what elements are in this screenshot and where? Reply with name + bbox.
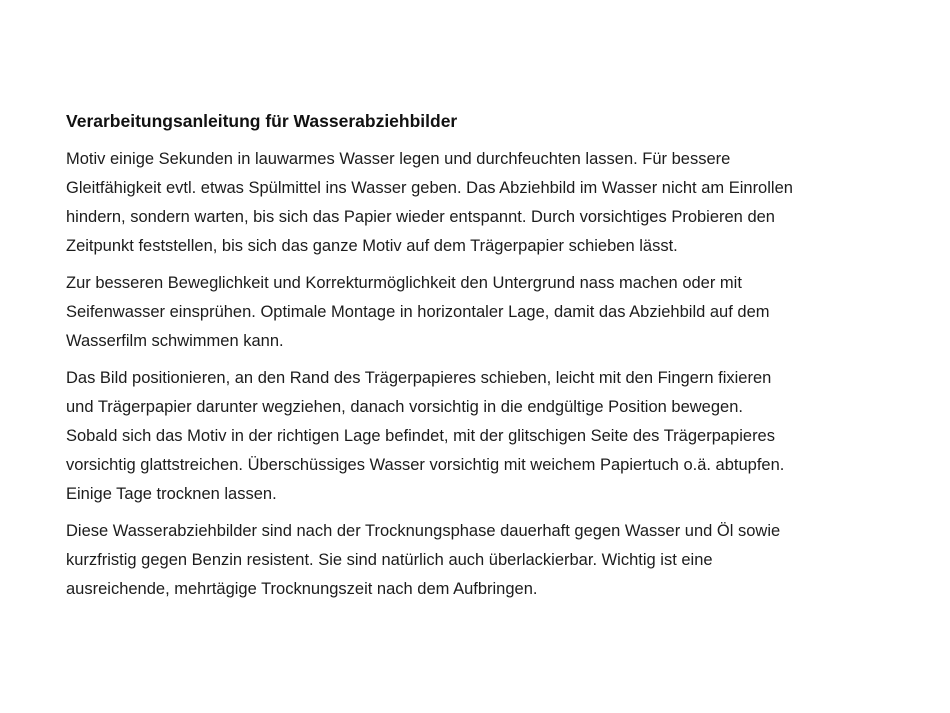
paragraph-surface-preparation — [66, 269, 884, 356]
text-line: hindern, sondern warten, bis sich das Papier wieder entspannt. Durch vorsichtiges Probieren den — [66, 208, 775, 226]
text-line: vorsichtig glattstreichen. Überschüssiges Wasser vorsichtig mit weichem Papiertuch o.ä. abtupfen. — [66, 456, 785, 474]
text-line: Motiv einige Sekunden in lauwarmes Wasser legen und durchfeuchten lassen. Für bessere — [66, 150, 731, 168]
paragraph-soaking — [66, 145, 884, 261]
text-line: Einige Tage trocknen lassen. — [66, 485, 277, 503]
text-line: ausreichende, mehrtägige Trocknungszeit nach dem Aufbringen. — [66, 580, 538, 598]
paragraph-positioning — [66, 364, 884, 509]
text-line: und Trägerpapier darunter wegziehen, danach vorsichtig in die endgültige Position bewegen. — [66, 398, 743, 416]
text-line: Zeitpunkt feststellen, bis sich das ganze Motiv auf dem Trägerpapier schieben lässt. — [66, 237, 678, 255]
text-line: Diese Wasserabziehbilder sind nach der Trocknungsphase dauerhaft gegen Wasser und Öl sowie — [66, 522, 781, 540]
document-title: Verarbeitungsanleitung für Wasserabziehbilder — [66, 111, 458, 131]
text-line: kurzfristig gegen Benzin resistent. Sie sind natürlich auch überlackierbar. Wichtig ist eine — [66, 551, 713, 569]
text-line: Das Bild positionieren, an den Rand des Trägerpapieres schieben, leicht mit den Fingern fixieren — [66, 369, 772, 387]
paragraph-durability — [66, 517, 884, 604]
text-line: Seifenwasser einsprühen. Optimale Montage in horizontaler Lage, damit das Abziehbild auf dem — [66, 303, 770, 321]
text-line: Sobald sich das Motiv in der richtigen Lage befindet, mit der glitschigen Seite des Trägerpapieres — [66, 427, 775, 445]
text-line: Gleitfähigkeit evtl. etwas Spülmittel ins Wasser geben. Das Abziehbild im Wasser nicht am Einrollen — [66, 179, 793, 197]
text-line: Wasserfilm schwimmen kann. — [66, 332, 284, 350]
text-line: Zur besseren Beweglichkeit und Korrekturmöglichkeit den Untergrund nass machen oder mit — [66, 274, 742, 292]
